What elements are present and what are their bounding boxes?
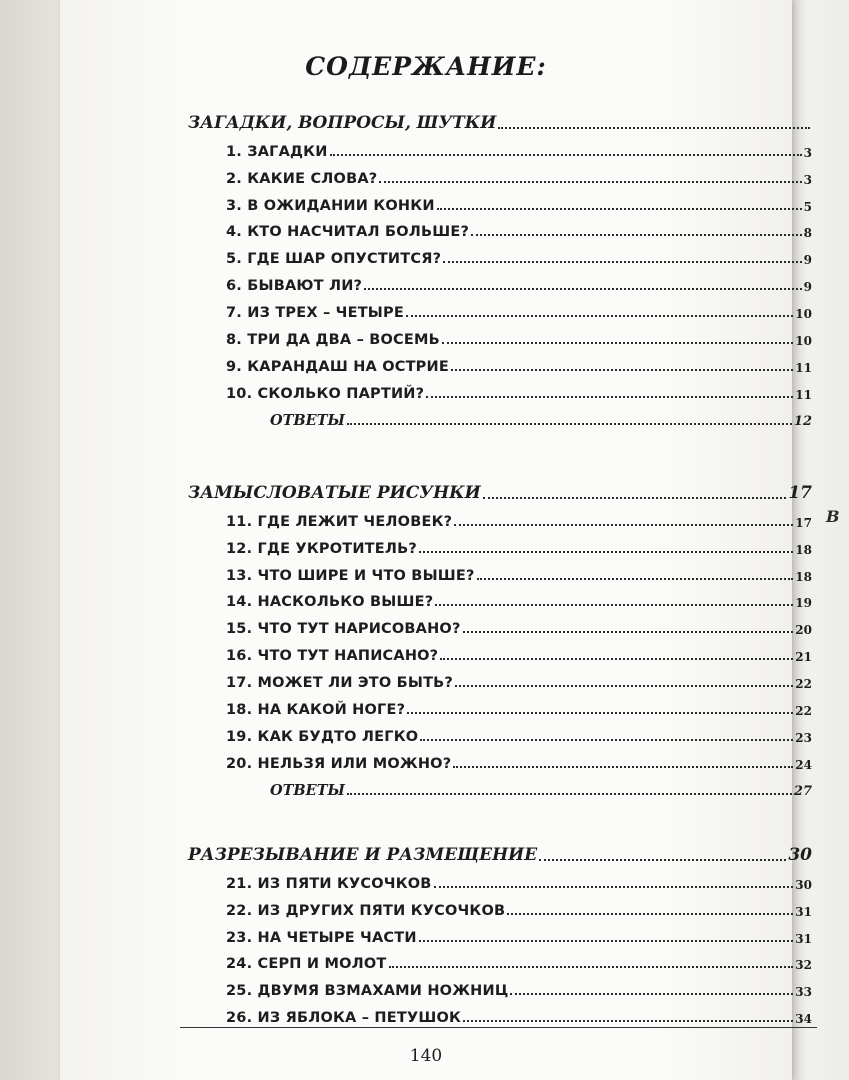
dot-leader	[419, 551, 793, 553]
toc-section-2	[188, 476, 812, 799]
toc-entry-label: 3. В ОЖИДАНИИ КОНКИ	[226, 197, 435, 214]
toc-entry-label: 8. ТРИ ДА ДВА – ВОСЕМЬ	[226, 332, 440, 349]
dot-leader	[507, 913, 793, 915]
toc-entry[interactable]	[226, 530, 812, 557]
toc-entry-page: 33	[795, 985, 812, 1000]
page-number: 140	[409, 1046, 443, 1066]
dot-leader	[498, 127, 810, 129]
toc-entry-label: 18. НА КАКОЙ НОГЕ?	[226, 702, 406, 719]
section-heading[interactable]	[188, 106, 812, 133]
toc-entry-page: 31	[795, 931, 812, 946]
toc-entry[interactable]	[226, 972, 812, 999]
toc-entry[interactable]	[226, 999, 812, 1026]
toc-section-1	[188, 106, 812, 429]
toc-answers-entry[interactable]	[270, 402, 812, 429]
toc-entry-label: 20. НЕЛЬЗЯ ИЛИ МОЖНО?	[226, 755, 452, 772]
dot-leader	[451, 369, 793, 371]
toc-entry[interactable]	[226, 584, 812, 611]
toc-entry[interactable]	[226, 745, 812, 772]
dot-leader	[437, 208, 802, 210]
dot-leader	[419, 940, 794, 942]
toc-entry[interactable]	[226, 664, 812, 691]
toc-entry-label: 12. ГДЕ УКРОТИТЕЛЬ?	[226, 540, 417, 557]
toc-entry-page: 10	[795, 307, 812, 322]
dot-leader	[463, 631, 794, 633]
section-heading-page: 30	[788, 844, 812, 865]
toc-entry-label: 22. ИЗ ДРУГИХ ПЯТИ КУСОЧКОВ	[226, 902, 506, 919]
dot-leader	[347, 793, 792, 795]
toc-entry-label: 19. КАК БУДТО ЛЕГКО	[226, 728, 419, 745]
toc-entry-page: 5	[803, 199, 812, 214]
toc-entry-page: 18	[795, 569, 812, 584]
toc-entry-label: 25. ДВУМЯ ВЗМАХАМИ НОЖНИЦ	[226, 983, 509, 1000]
toc-entry-label: 1. ЗАГАДКИ	[226, 143, 328, 160]
toc-entry[interactable]	[226, 267, 812, 294]
toc-entry-label: 26. ИЗ ЯБЛОКА – ПЕТУШОК	[226, 1010, 462, 1027]
toc-entry-page: 20	[795, 623, 812, 638]
dot-leader	[455, 685, 793, 687]
book-page	[60, 0, 812, 1080]
toc-entry-page: 30	[795, 877, 812, 892]
dot-leader	[510, 993, 793, 995]
toc-entry[interactable]	[226, 691, 812, 718]
toc-entry-page: 32	[795, 958, 812, 973]
toc-entry[interactable]	[226, 348, 812, 375]
toc-entry-label: 14. НАСКОЛЬКО ВЫШЕ?	[226, 594, 434, 611]
toc-entry-page: 9	[803, 253, 812, 268]
dot-leader	[389, 966, 794, 968]
dot-leader	[420, 739, 793, 741]
toc-entry[interactable]	[226, 503, 812, 530]
toc-entry-label: 17. МОЖЕТ ЛИ ЭТО БЫТЬ?	[226, 675, 454, 692]
toc-entry-label: 7. ИЗ ТРЕХ – ЧЕТЫРЕ	[226, 305, 404, 322]
toc-entry-page: 3	[803, 172, 812, 187]
dot-leader	[483, 497, 787, 499]
toc-answers-page: 12	[793, 413, 812, 429]
section-heading-label: РАЗРЕЗЫВАНИЕ И РАЗМЕЩЕНИЕ	[188, 844, 538, 865]
toc-entry[interactable]	[226, 375, 812, 402]
dot-leader	[434, 886, 794, 888]
toc-entry-label: 2. КАКИЕ СЛОВА?	[226, 170, 378, 187]
toc-entry-label: 16. ЧТО ТУТ НАПИСАНО?	[226, 648, 439, 665]
toc-entry-label: 11. ГДЕ ЛЕЖИТ ЧЕЛОВЕК?	[226, 513, 453, 530]
toc-entry-page: 11	[795, 360, 812, 375]
toc-entry[interactable]	[226, 321, 812, 348]
next-page-fragment: В	[826, 507, 840, 526]
toc-entry-label: 13. ЧТО ШИРЕ И ЧТО ВЫШЕ?	[226, 567, 475, 584]
toc-entry-page: 3	[803, 145, 812, 160]
dot-leader	[364, 288, 801, 290]
dot-leader	[463, 1020, 793, 1022]
toc-entry[interactable]	[226, 946, 812, 973]
toc-entry-label: 9. КАРАНДАШ НА ОСТРИЕ	[226, 358, 449, 375]
page-title: СОДЕРЖАНИЕ:	[305, 52, 547, 81]
section-heading[interactable]	[188, 476, 812, 503]
dot-leader	[453, 766, 793, 768]
toc-entry[interactable]	[226, 865, 812, 892]
section-heading[interactable]	[188, 838, 812, 865]
toc-entry-page: 19	[795, 596, 812, 611]
dot-leader	[406, 315, 793, 317]
toc-entry[interactable]	[226, 892, 812, 919]
toc-entry-page: 22	[795, 677, 812, 692]
toc-entry[interactable]	[226, 557, 812, 584]
dot-leader	[435, 604, 793, 606]
dot-leader	[347, 423, 792, 425]
dot-leader	[443, 261, 801, 263]
toc-entry[interactable]	[226, 240, 812, 267]
toc-answers-page: 27	[793, 783, 812, 799]
toc-entry-page: 21	[795, 650, 812, 665]
toc-entry[interactable]	[226, 637, 812, 664]
dot-leader	[454, 524, 793, 526]
dot-leader	[442, 342, 793, 344]
toc-entry-label: 10. СКОЛЬКО ПАРТИЙ?	[226, 385, 425, 402]
toc-entry[interactable]	[226, 133, 812, 160]
dot-leader	[379, 181, 801, 183]
dot-leader	[477, 578, 794, 580]
toc-entry-page: 31	[795, 904, 812, 919]
toc-entry-label: 4. КТО НАСЧИТАЛ БОЛЬШЕ?	[226, 224, 470, 241]
dot-leader	[426, 396, 793, 398]
toc-entry-label: 21. ИЗ ПЯТИ КУСОЧКОВ	[226, 875, 432, 892]
section-heading-page: 17	[788, 482, 812, 503]
toc-entry-page: 8	[803, 226, 812, 241]
toc-entry[interactable]	[226, 187, 812, 214]
toc-entry-label: 6. БЫВАЮТ ЛИ?	[226, 278, 363, 295]
section-heading-label: ЗАГАДКИ, ВОПРОСЫ, ШУТКИ	[188, 112, 497, 133]
toc-entry-page: 17	[795, 515, 812, 530]
dot-leader	[407, 712, 793, 714]
section-heading-label: ЗАМЫСЛОВАТЫЕ РИСУНКИ	[188, 482, 481, 503]
dot-leader	[471, 234, 802, 236]
toc-entry-page: 23	[795, 730, 812, 745]
toc-entry-page: 24	[795, 757, 812, 772]
toc-entry-page: 34	[795, 1012, 812, 1027]
toc-entry-page: 10	[795, 334, 812, 349]
toc-entry-label: 23. НА ЧЕТЫРЕ ЧАСТИ	[226, 929, 417, 946]
left-background	[0, 0, 60, 1080]
toc-entry-page: 22	[795, 704, 812, 719]
footer-divider	[180, 1027, 817, 1028]
toc-answers-label: ОТВЕТЫ	[270, 781, 345, 799]
toc-entry[interactable]	[226, 214, 812, 241]
dot-leader	[330, 154, 802, 156]
toc-entry[interactable]	[226, 160, 812, 187]
toc-entry-label: 5. ГДЕ ШАР ОПУСТИТСЯ?	[226, 251, 442, 268]
toc-entry[interactable]	[226, 610, 812, 637]
toc-entry-label: 24. СЕРП И МОЛОТ	[226, 956, 387, 973]
dot-leader	[440, 658, 793, 660]
toc-entry-label: 15. ЧТО ТУТ НАРИСОВАНО?	[226, 621, 461, 638]
toc-section-3	[188, 838, 812, 1026]
toc-entry-page: 9	[803, 280, 812, 295]
toc-entry[interactable]	[226, 919, 812, 946]
toc-answers-entry[interactable]	[270, 772, 812, 799]
toc-entry[interactable]	[226, 718, 812, 745]
toc-entry-page: 11	[795, 387, 812, 402]
toc-answers-label: ОТВЕТЫ	[270, 411, 345, 429]
dot-leader	[539, 859, 786, 861]
toc-entry[interactable]	[226, 294, 812, 321]
toc-entry-page: 18	[795, 542, 812, 557]
